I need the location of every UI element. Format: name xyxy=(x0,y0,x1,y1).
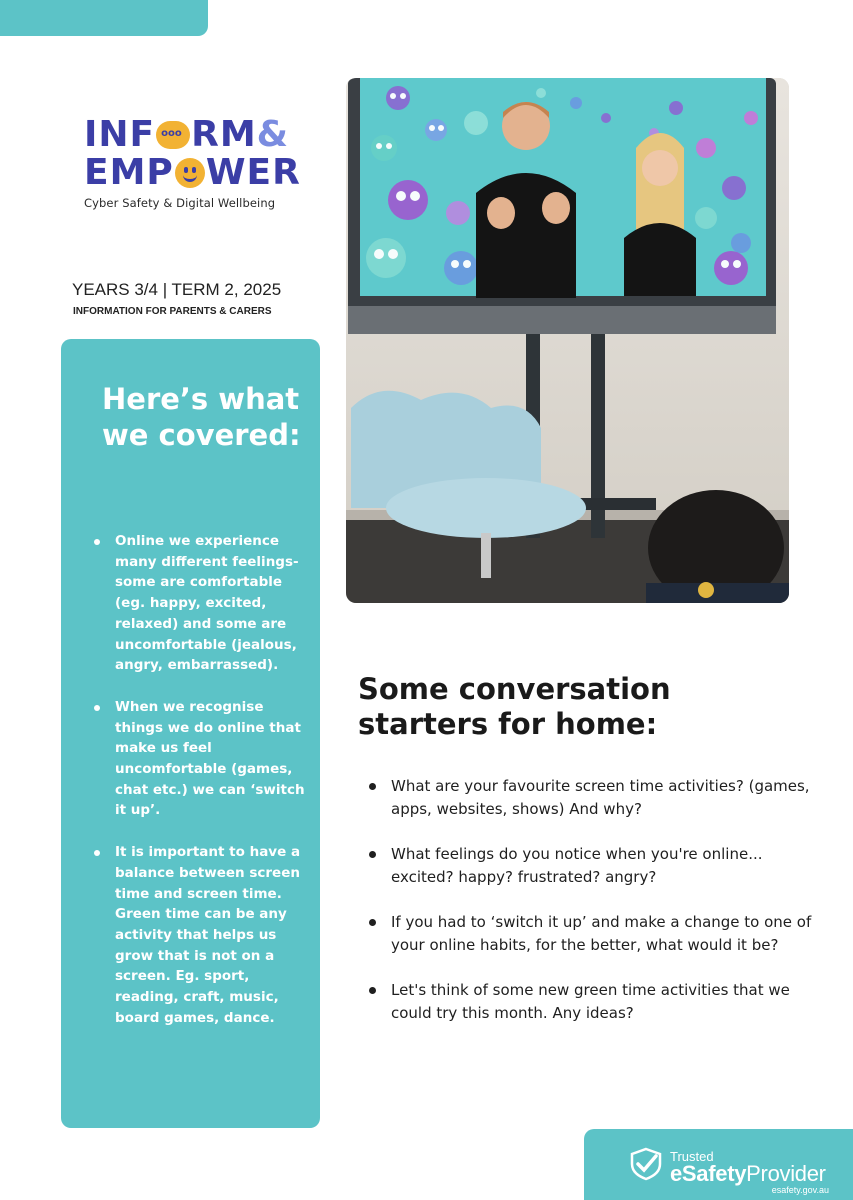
top-accent-tab xyxy=(0,0,208,36)
badge-name-bold: eSafety xyxy=(670,1161,747,1186)
classroom-photo-illustration xyxy=(346,78,789,603)
list-item xyxy=(369,843,819,889)
badge-name-light: Provider xyxy=(746,1161,826,1186)
list-item xyxy=(369,911,819,957)
audience-subheading: INFORMATION FOR PARENTS & CARERS xyxy=(73,306,272,317)
bullet-icon xyxy=(94,850,100,856)
list-item-text: What are your favourite screen time activities? (games, apps, websites, shows) And why? xyxy=(391,777,810,818)
bullet-icon xyxy=(369,783,376,790)
list-item-text: What feelings do you notice when you're online... excited? happy? frustrated? angry? xyxy=(391,845,763,886)
speech-bubble-icon xyxy=(156,121,190,149)
covered-list xyxy=(94,531,309,1049)
esafety-provider-badge xyxy=(584,1129,853,1200)
bullet-icon xyxy=(369,851,376,858)
conversation-list xyxy=(369,775,819,1047)
list-item-text: If you had to ‘switch it up’ and make a change to one of your online habits, for the better, what would it be? xyxy=(391,913,812,954)
classroom-photo xyxy=(346,78,789,603)
list-item xyxy=(94,531,309,676)
logo-text: RM xyxy=(191,114,257,155)
smiley-face-icon xyxy=(175,158,205,188)
list-item xyxy=(94,842,309,1028)
list-item-text: Online we experience many different feelings- some are comfortable (eg. happy, excited, relaxed) and some are uncomfortable (jealous, angry, embarrassed). xyxy=(115,533,299,674)
badge-provider-name xyxy=(670,1161,826,1187)
list-item-text: It is important to have a balance between screen time and screen time. Green time can be any activity that helps us grow that is not on a screen. Eg. sport, reading, craft, music, board games, dance. xyxy=(115,844,301,1026)
bubble-dots: ooo xyxy=(161,128,182,139)
inform-empower-logo xyxy=(84,116,304,210)
list-item xyxy=(94,697,309,821)
badge-url: esafety.gov.au xyxy=(771,1185,829,1195)
bullet-icon xyxy=(94,539,100,545)
logo-text: WER xyxy=(205,152,301,193)
covered-panel xyxy=(61,339,320,1128)
list-item-text: Let's think of some new green time activities that we could try this month. Any ideas? xyxy=(391,981,790,1022)
list-item xyxy=(369,979,819,1025)
logo-line-inform xyxy=(84,116,304,154)
logo-text: EMP xyxy=(84,152,174,193)
bullet-icon xyxy=(94,705,100,711)
bullet-icon xyxy=(369,919,376,926)
list-item-text: When we recognise things we do online that make us feel uncomfortable (games, chat etc.) we can ‘switch it up’. xyxy=(115,698,305,819)
checkmark-shield-icon xyxy=(628,1147,664,1181)
years-term-heading: YEARS 3/4 | TERM 2, 2025 xyxy=(72,280,282,299)
logo-line-empower xyxy=(84,154,304,192)
logo-text: INF xyxy=(84,114,156,155)
list-item xyxy=(369,775,819,821)
logo-ampersand: & xyxy=(256,114,290,155)
covered-title: Here’s what we covered: xyxy=(102,382,301,452)
conversation-title: Some conversation starters for home: xyxy=(358,672,671,741)
logo-tagline: Cyber Safety & Digital Wellbeing xyxy=(84,196,276,210)
badge-trusted-label: Trusted xyxy=(670,1149,714,1164)
bullet-icon xyxy=(369,987,376,994)
